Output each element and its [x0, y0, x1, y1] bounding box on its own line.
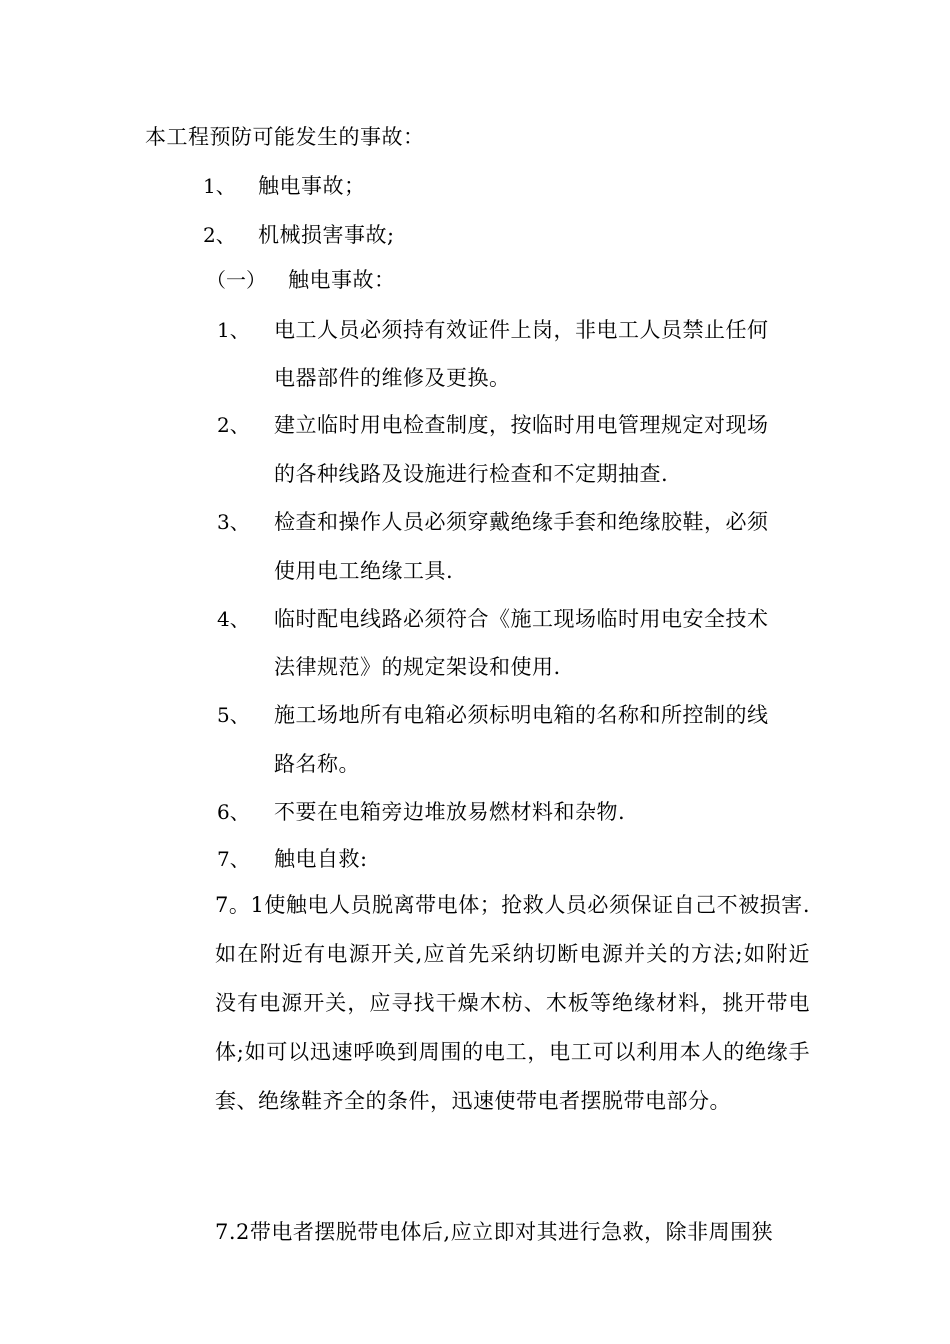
accident-type-text: 触电事故；: [258, 174, 366, 198]
list-item-text: 临时配电线路必须符合《施工现场临时用电安全技术: [274, 607, 769, 631]
section-number: （一）: [206, 268, 266, 292]
list-item-text: 检查和操作人员必须穿戴绝缘手套和绝缘胶鞋，必须: [274, 510, 769, 534]
list-item-text-continued: 使用电工绝缘工具.: [274, 559, 454, 583]
list-item-number: 4、: [217, 607, 250, 631]
list-item-text-continued: 电器部件的维修及更换。: [274, 366, 511, 390]
list-item-text: 电工人员必须持有效证件上岗，非电工人员禁止任何: [274, 318, 769, 342]
list-item-text: 建立临时用电检查制度，按临时用电管理规定对现场: [274, 413, 769, 437]
section-title: 触电事故：: [288, 268, 396, 292]
list-item-text: 触电自救:: [274, 847, 368, 871]
accident-type-text: 机械损害事故;: [258, 223, 395, 247]
list-item-text: 不要在电箱旁边堆放易燃材料和杂物.: [274, 800, 626, 824]
list-item-number: 7、: [217, 847, 250, 871]
document-heading: 本工程预防可能发生的事故：: [145, 125, 425, 149]
list-item-number: 5、: [217, 703, 250, 727]
list-item-number: 2、: [217, 413, 250, 437]
paragraph-7-2: 7.2带电者摆脱带电体后,应立即对其进行急救，除非周围狭: [215, 1220, 774, 1244]
paragraph-7-1: 7。1使触电人员脱离带电体；抢救人员必须保证自己不被损害.如在附近有电源开关,应首先采纳切断电源并关的方法;如附近没有电源开关，应寻找干燥木枋、木板等绝缘材料，挑开带电体;如可以迅速呼唤到周围的电工，电工可以利用本人的绝缘手套、绝缘鞋齐全的条件，迅速使带电者摆脱带电部分。: [215, 893, 810, 1113]
list-item-text-continued: 法律规范》的规定架设和使用.: [274, 655, 561, 679]
list-item-number: 1、: [217, 318, 250, 342]
list-item-text: 施工场地所有电箱必须标明电箱的名称和所控制的线: [274, 703, 769, 727]
list-item-text-continued: 的各种线路及设施进行检查和不定期抽查.: [274, 462, 669, 486]
list-item-text-continued: 路名称。: [274, 752, 360, 776]
list-item-number: 3、: [217, 510, 250, 534]
list-item-number: 6、: [217, 800, 250, 824]
accident-type-number: 2、: [203, 223, 236, 247]
accident-type-number: 1、: [203, 174, 236, 198]
